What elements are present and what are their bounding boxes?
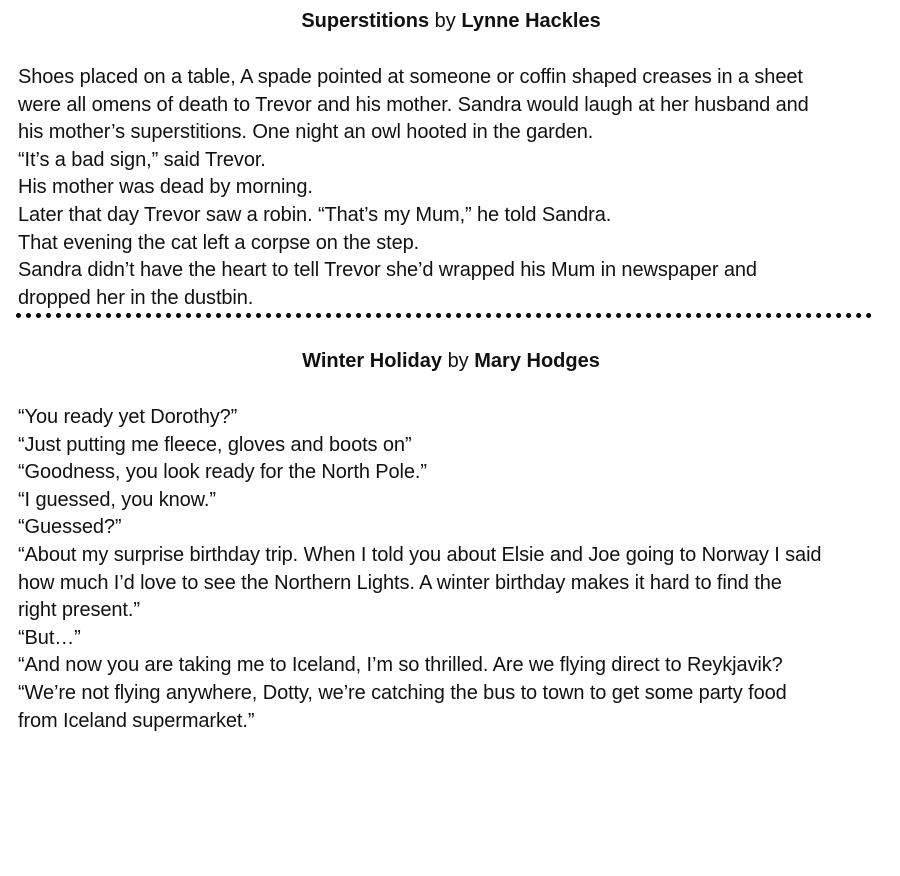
story-line: “It’s a bad sign,” said Trevor. [18, 148, 266, 171]
byline-word: by [447, 350, 469, 372]
story-line: “I guessed, you know.” [18, 488, 216, 511]
story-line: Later that day Trevor saw a robin. “That’s my Mum,” he told Sandra. [18, 203, 612, 226]
story-heading [18, 349, 884, 373]
story-superstitions [18, 9, 884, 312]
dotted-divider [16, 313, 872, 318]
story-line: how much I’d love to see the Northern Lights. A winter birthday makes it hard to find the [18, 571, 782, 594]
story-line: his mother’s superstitions. One night an owl hooted in the garden. [18, 121, 594, 144]
story-line: “Just putting me fleece, gloves and boots on” [18, 433, 412, 456]
story-line: “And now you are taking me to Iceland, I’m so thrilled. Are we flying direct to Reykjavik? [18, 654, 783, 677]
story-line: from Iceland supermarket.” [18, 709, 255, 732]
story-line: “About my surprise birthday trip. When I told you about Elsie and Joe going to Norway I said [18, 543, 822, 566]
story-line: “We’re not flying anywhere, Dotty, we’re catching the bus to town to get some party food [18, 681, 787, 704]
story-line: His mother was dead by morning. [18, 176, 313, 199]
byline-word: by [434, 10, 456, 32]
story-heading [18, 9, 884, 33]
story-winter-holiday [18, 349, 884, 735]
story-body [18, 64, 884, 312]
story-line: That evening the cat left a corpse on the step. [18, 231, 420, 254]
story-author: Mary Hodges [474, 350, 600, 372]
story-line: “But…” [18, 626, 81, 649]
story-line: were all omens of death to Trevor and his mother. Sandra would laugh at her husband and [18, 93, 809, 116]
story-line: right present.” [18, 599, 140, 622]
story-line: Shoes placed on a table, A spade pointed at someone or coffin shaped creases in a sheet [18, 66, 803, 88]
story-author: Lynne Hackles [461, 10, 601, 32]
story-title: Winter Holiday [302, 350, 442, 372]
story-body [18, 404, 884, 735]
story-title: Superstitions [301, 10, 430, 32]
story-line: “Goodness, you look ready for the North Pole.” [18, 461, 427, 484]
story-line: “Guessed?” [18, 516, 122, 539]
story-line: dropped her in the dustbin. [18, 286, 254, 309]
story-line: Sandra didn’t have the heart to tell Trevor she’d wrapped his Mum in newspaper and [18, 259, 757, 282]
story-line: “You ready yet Dorothy?” [18, 406, 238, 428]
